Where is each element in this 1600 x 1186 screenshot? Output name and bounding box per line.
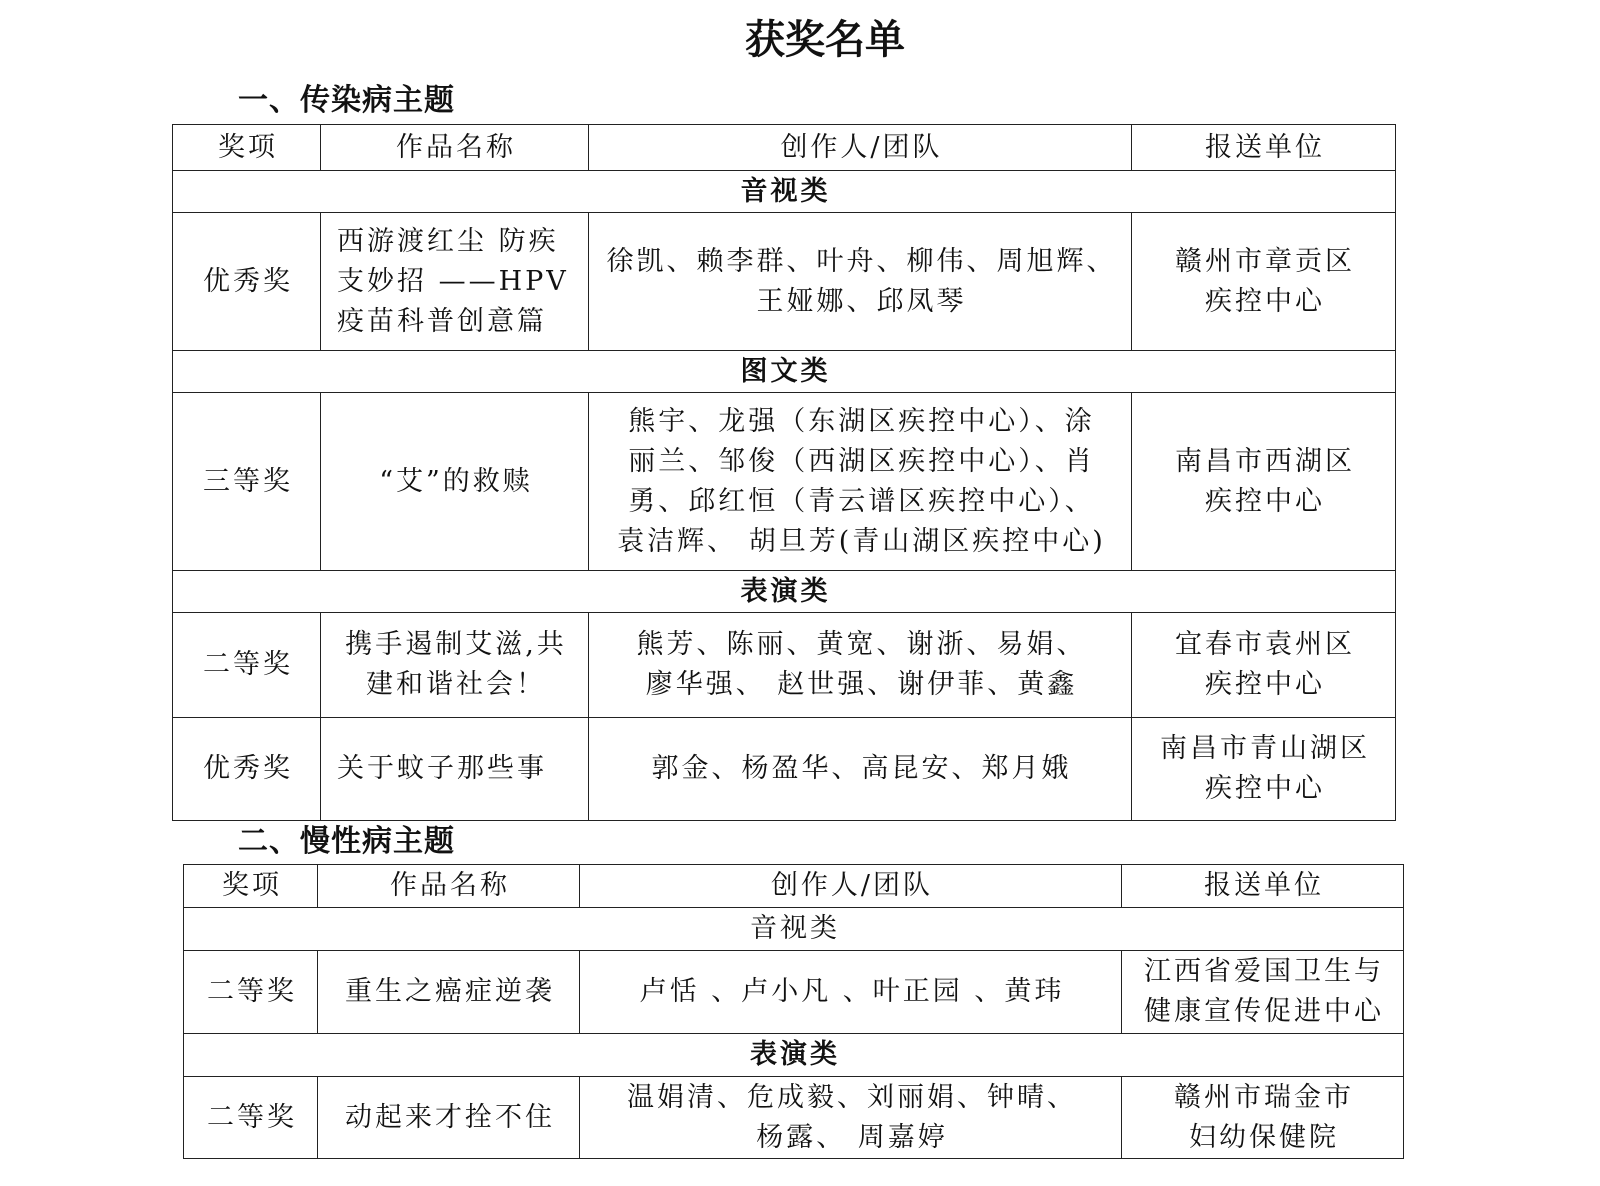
- category-row: [173, 171, 1396, 213]
- creators-cell: [589, 393, 1132, 571]
- work-title-line: 重生之癌症逆袭: [345, 976, 555, 1007]
- table-row: [173, 613, 1396, 718]
- creators-cell: [589, 213, 1132, 351]
- column-header-work: 作品名称: [321, 125, 589, 171]
- award-cell: 优秀奖: [173, 213, 321, 351]
- work-title-cell: [321, 718, 589, 821]
- unit-cell: [1132, 613, 1396, 718]
- unit-cell: [1132, 213, 1396, 351]
- unit-line: 疾控中心: [1205, 485, 1325, 517]
- creators-line: 勇、邱红恒（青云谱区疾控中心）、: [628, 485, 1095, 517]
- creators-line: 廖华强、 赵世强、谢伊菲、黄鑫: [645, 669, 1078, 700]
- creators-line: 郭金、杨盈华、高昆安、郑月娥: [651, 753, 1072, 784]
- unit-line: 赣州市章贡区: [1175, 245, 1355, 277]
- work-title-line: 疫苗科普创意篇: [337, 305, 547, 337]
- work-title-line: 建和谐社会！: [366, 669, 546, 700]
- unit-line: 南昌市青山湖区: [1160, 733, 1370, 764]
- award-cell: 三等奖: [173, 393, 321, 571]
- unit-line: 健康宣传促进中心: [1144, 996, 1384, 1027]
- column-header-unit: 报送单位: [1122, 865, 1404, 908]
- column-header-creators: 创作人/团队: [589, 125, 1132, 171]
- unit-line: 疾控中心: [1205, 669, 1325, 700]
- creators-line: 王娅娜、邱凤琴: [756, 285, 967, 317]
- creators-line: 温娟清、危成毅、刘丽娟、钟晴、: [627, 1081, 1077, 1113]
- work-title-cell: [321, 393, 589, 571]
- category-row: [173, 351, 1396, 393]
- creators-cell: [580, 951, 1122, 1034]
- work-title-line: 动起来才拴不住: [345, 1101, 555, 1133]
- header-row: [173, 125, 1396, 171]
- category-row: [173, 571, 1396, 613]
- award-cell: 二等奖: [173, 613, 321, 718]
- unit-line: 南昌市西湖区: [1175, 445, 1355, 477]
- unit-line: 江西省爱国卫生与: [1144, 956, 1384, 987]
- creators-line: 杨露、 周嘉婷: [756, 1121, 948, 1153]
- work-title-line: 支妙招 ——HPV: [337, 265, 569, 297]
- unit-cell: [1132, 718, 1396, 821]
- header-row: [184, 865, 1404, 908]
- column-header-work: 作品名称: [318, 865, 580, 908]
- awards-table-infectious: [172, 124, 1396, 821]
- award-cell: 优秀奖: [173, 718, 321, 821]
- creators-line: 丽兰、邹俊（西湖区疾控中心）、肖: [628, 445, 1095, 477]
- creators-line: 卢恬 、卢小凡 、叶正园 、黄玮: [639, 976, 1065, 1007]
- section-heading-infectious: 一、传染病主题: [238, 83, 455, 118]
- column-header-unit: 报送单位: [1132, 125, 1396, 171]
- column-header-award: 奖项: [184, 865, 318, 908]
- creators-cell: [580, 1077, 1122, 1159]
- unit-cell: [1132, 393, 1396, 571]
- unit-line: 赣州市瑞金市: [1174, 1081, 1354, 1113]
- category-label: 表演类: [184, 1034, 1404, 1077]
- category-label: 音视类: [173, 171, 1396, 213]
- column-header-creators: 创作人/团队: [580, 865, 1122, 908]
- page-title: 获奖名单: [745, 17, 905, 63]
- category-row: [184, 1034, 1404, 1077]
- unit-line: 疾控中心: [1205, 773, 1325, 804]
- work-title-line: 西游渡红尘 防疾: [337, 225, 559, 257]
- work-title-cell: [321, 613, 589, 718]
- creators-cell: [589, 718, 1132, 821]
- awards-table-chronic: [183, 864, 1404, 1159]
- unit-cell: [1122, 951, 1404, 1034]
- work-title-line: 携手遏制艾滋,共: [345, 629, 567, 660]
- unit-line: 妇幼保健院: [1189, 1121, 1339, 1153]
- category-row: [184, 908, 1404, 951]
- work-title-cell: [321, 213, 589, 351]
- unit-line: 宜春市袁州区: [1175, 629, 1355, 660]
- award-cell: 二等奖: [184, 1077, 318, 1159]
- unit-cell: [1122, 1077, 1404, 1159]
- section-heading-chronic: 二、慢性病主题: [238, 824, 455, 859]
- creators-cell: [589, 613, 1132, 718]
- creators-line: 徐凯、赖李群、叶舟、柳伟、周旭辉、: [606, 245, 1117, 277]
- category-label: 图文类: [173, 351, 1396, 393]
- work-title-line: 关于蚊子那些事: [337, 753, 547, 784]
- unit-line: 疾控中心: [1205, 285, 1325, 317]
- table-row: [173, 718, 1396, 821]
- award-cell: 二等奖: [184, 951, 318, 1034]
- table-row: [173, 213, 1396, 351]
- creators-line: 熊芳、陈丽、黄宽、谢浙、易娟、: [636, 629, 1087, 660]
- table-row: [173, 393, 1396, 571]
- work-title-cell: [318, 951, 580, 1034]
- category-label: 音视类: [184, 908, 1404, 951]
- table-row: [184, 1077, 1404, 1159]
- table-row: [184, 951, 1404, 1034]
- category-label: 表演类: [173, 571, 1396, 613]
- creators-line: 袁洁辉、 胡旦芳(青山湖区疾控中心): [617, 525, 1106, 557]
- work-title-line: “艾”的救赎: [379, 465, 533, 497]
- column-header-award: 奖项: [173, 125, 321, 171]
- work-title-cell: [318, 1077, 580, 1159]
- creators-line: 熊宇、龙强（东湖区疾控中心）、涂: [628, 405, 1095, 437]
